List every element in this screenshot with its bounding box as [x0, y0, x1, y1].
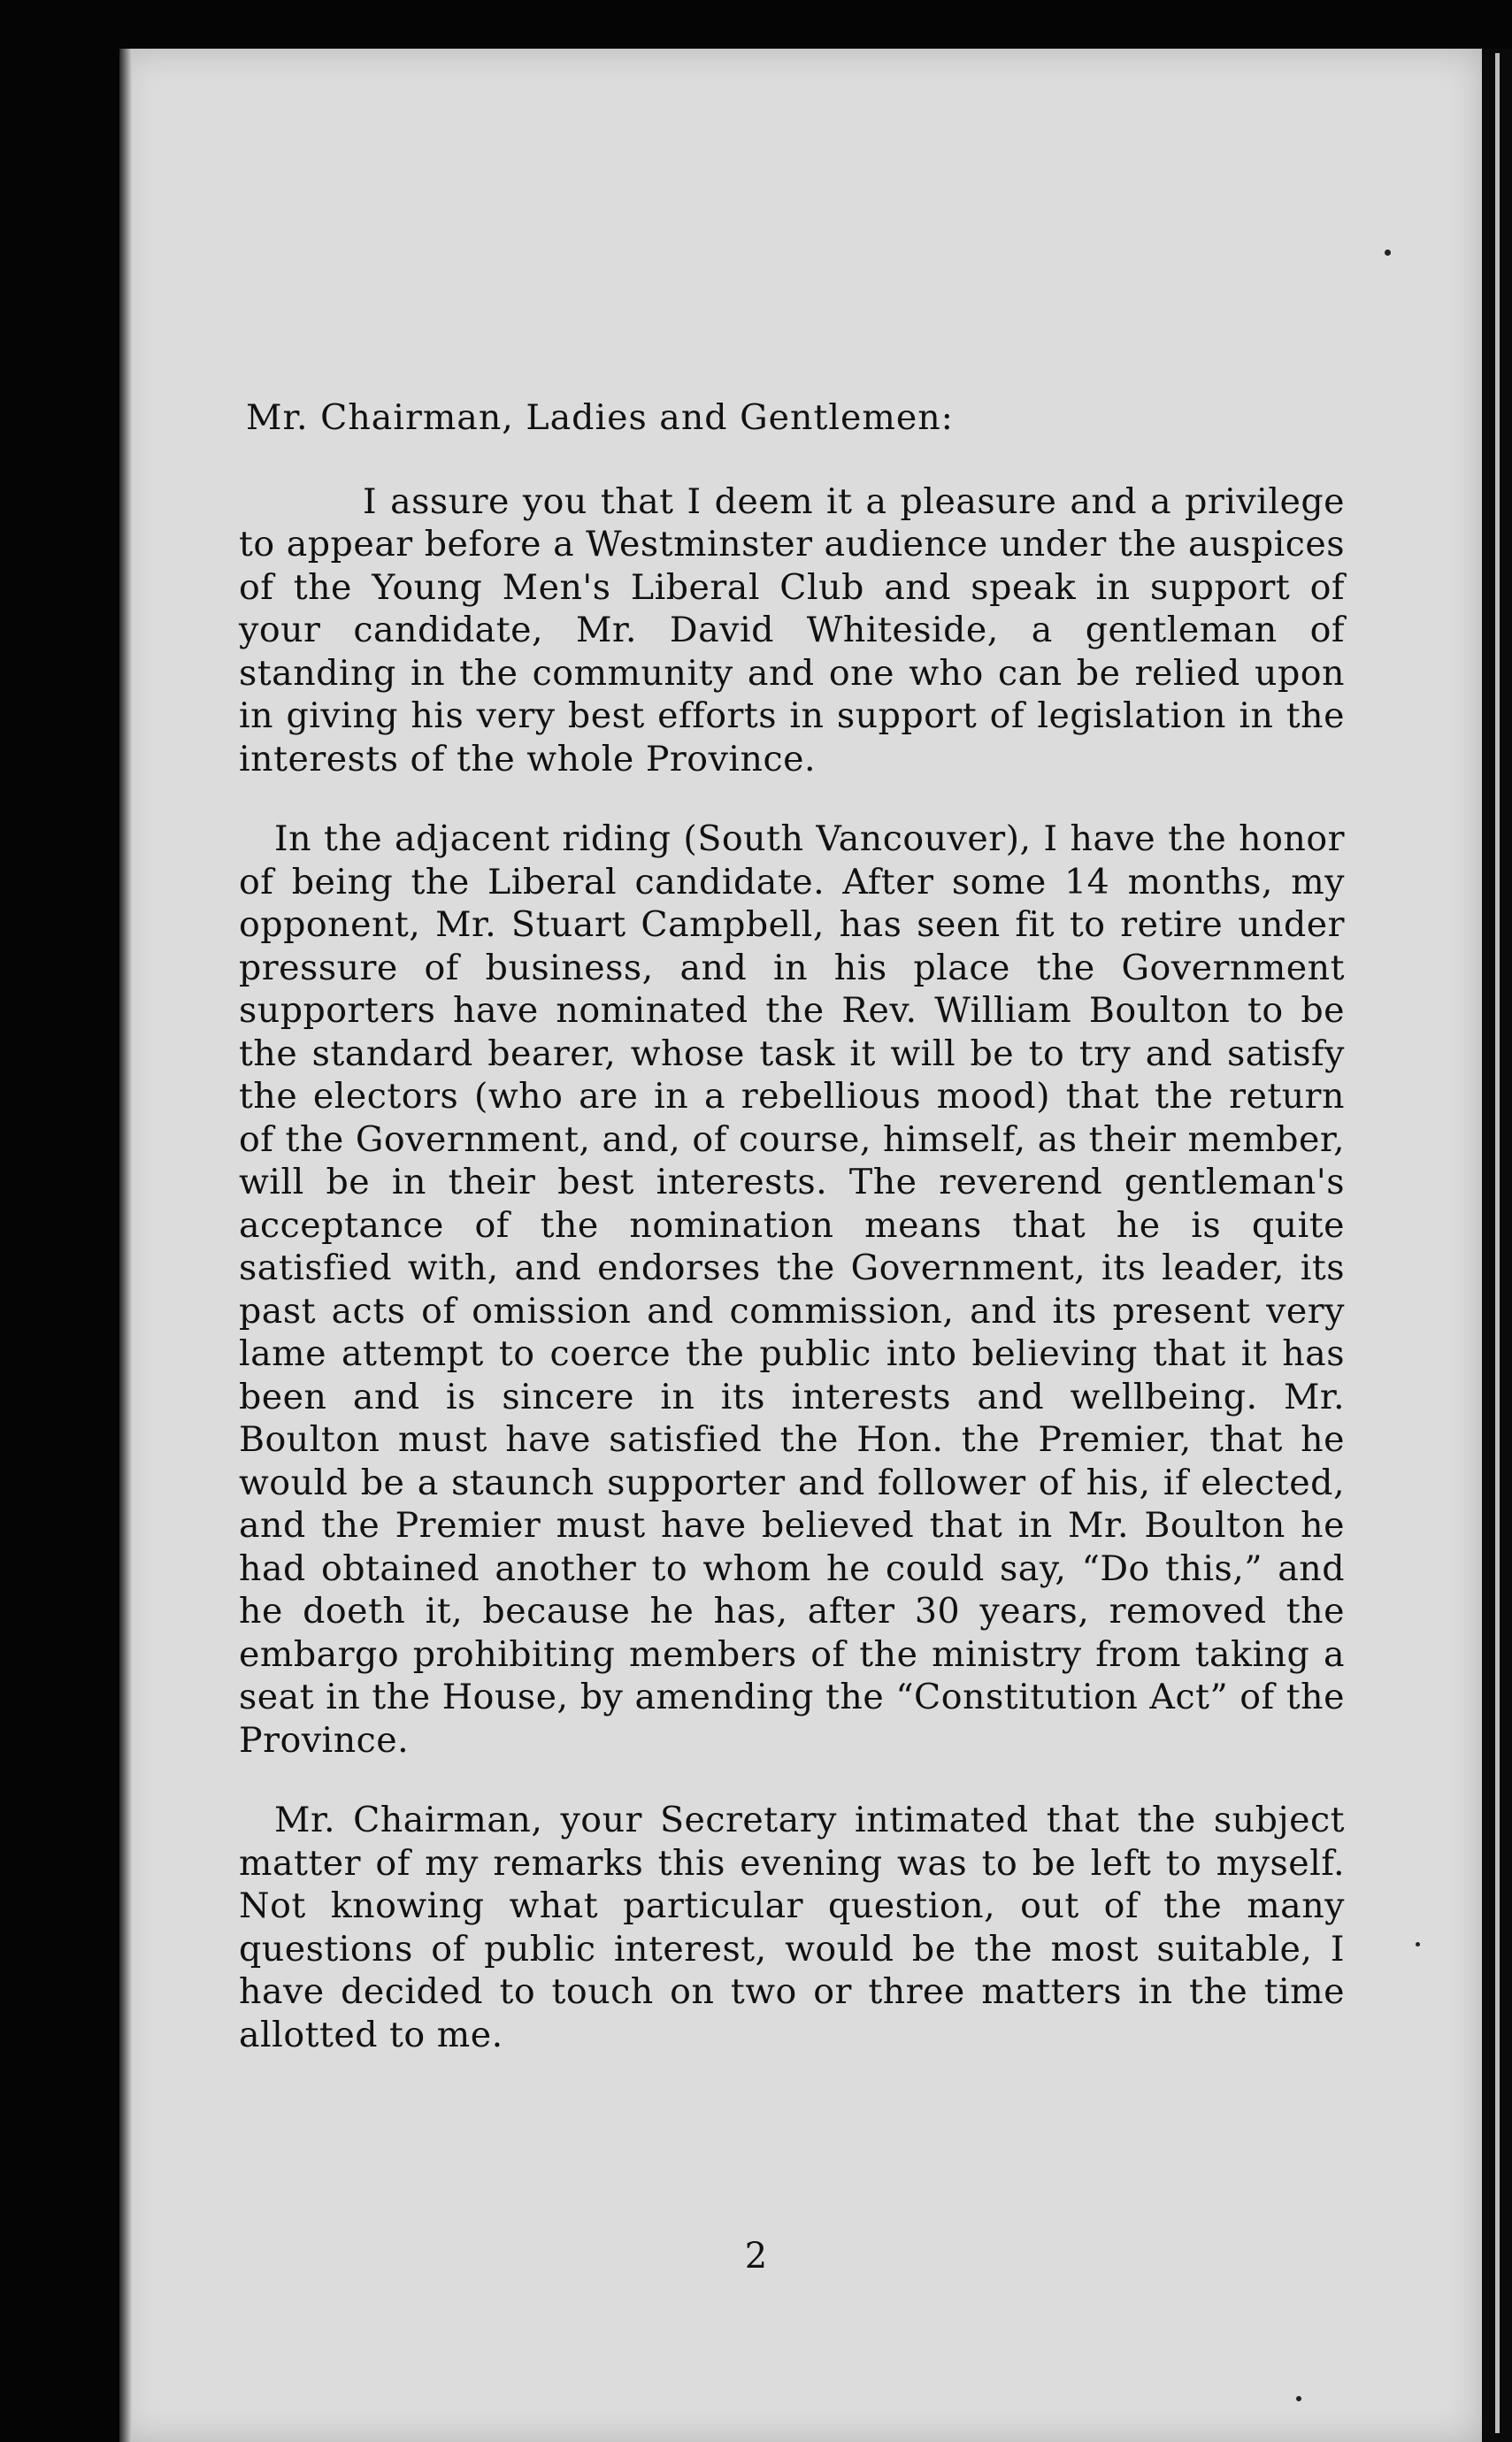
page-number: 2: [744, 2236, 768, 2277]
dust-speck: [1385, 250, 1391, 256]
dust-speck: [1296, 2396, 1301, 2401]
paragraph-2: In the adjacent riding (South Vancouver), I have the honor of being the Liberal candidate. After some 14 months, my opponent, Mr. Stuart Campbell, has seen fit to retire under pressure of business, and in his place the Government supporters have nominated the Rev. William Boulton to be the standard bearer, whose task it will be to try and satisfy the electors (who are in a rebellious mood) that the return of the Government, and, of course, himself, as their member, will be in their best interests. The reverend gentleman's acceptance of the nomination means that he is quite satisfied with, and endorses the Government, its leader, its past acts of omission and commission, and its present very lame attempt to coerce the public into believing that it has been and is sincere in its interests and wellbeing. Mr. Boulton must have satisfied the Hon. the Premier, that he would be a staunch supporter and follower of his, if elected, and the Premier must have believed that in Mr. Boulton he had obtained another to whom he could say, “Do this,” and he doeth it, because he has, after 30 years, removed the embargo prohibiting members of the ministry from taking a seat in the House, by amending the “Constitution Act” of the Province.: [239, 818, 1345, 1761]
adjacent-page-edge: [1495, 53, 1500, 2433]
paragraph-1: I assure you that I deem it a pleasure and a privilege to appear before a Westminster audience under the auspices of the Young Men's Liberal Club and speak in support of your candidate, Mr. David Whiteside, a gentleman of standing in the community and one who can be relied upon in giving his very best efforts in support of legislation in the interests of the whole Province.: [239, 480, 1346, 779]
salutation: Mr. Chairman, Ladies and Gentlemen:: [246, 397, 954, 438]
body-text: [239, 396, 1345, 2093]
dust-speck: [1416, 1942, 1420, 1947]
paragraph-3: Mr. Chairman, your Secretary intimated that the subject matter of my remarks this evening was to be left to myself. Not knowing what particular question, out of the many questions of public interest, would be the most suitable, I have decided to touch on two or three matters in the time allotted to me.: [239, 1800, 1345, 2055]
page-binding-edge: [119, 49, 132, 2442]
